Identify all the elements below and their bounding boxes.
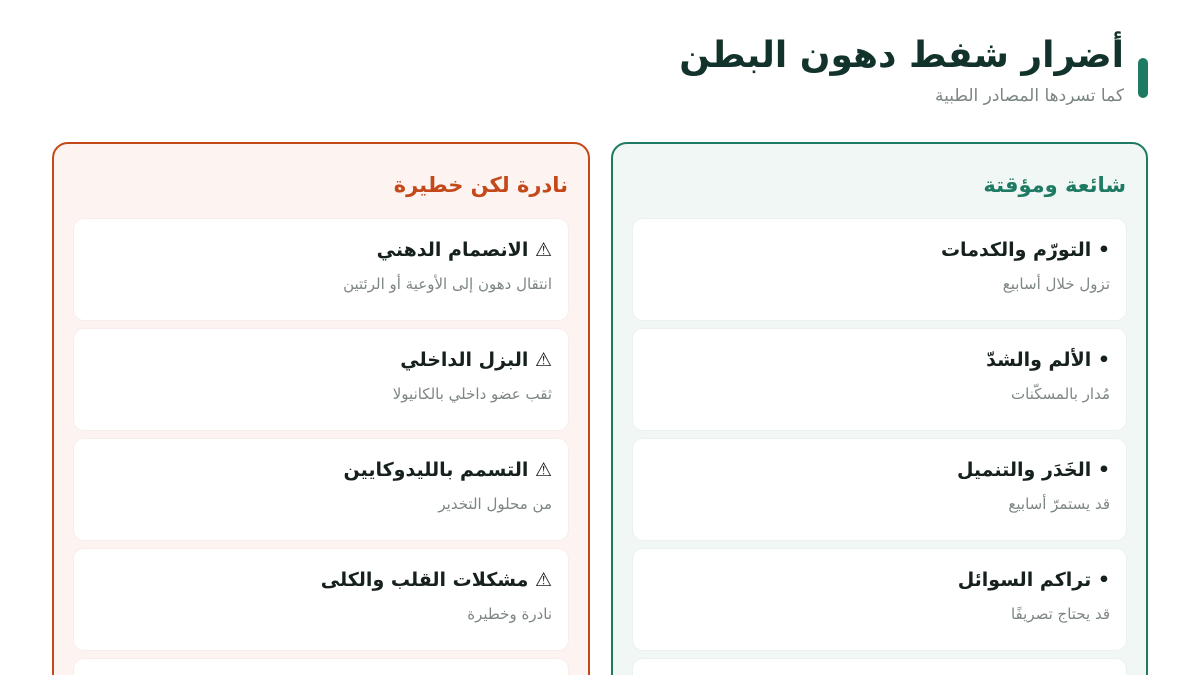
common-item-subtitle: تزول خلال أسابيع [1002, 275, 1110, 293]
common-item-subtitle: قد يحتاج تصريفًا [1010, 605, 1110, 623]
common-item-title: • الألم والشدّ [986, 349, 1110, 371]
common-item-subtitle: قد يستمرّ أسابيع [1008, 495, 1110, 513]
common-effects-panel [611, 142, 1148, 675]
rare-item-subtitle: من محلول التخدير [438, 495, 552, 513]
common-item [633, 659, 1126, 675]
rare-item-title: ⚠ مشكلات القلب والكلى [320, 569, 552, 591]
common-item-subtitle: مُدار بالمسكّنات [1011, 385, 1110, 403]
common-item-title: • التورّم والكدمات [940, 239, 1110, 261]
rare-item [74, 329, 568, 430]
common-item [633, 329, 1126, 430]
common-panel-title: شائعة ومؤقتة [983, 173, 1126, 197]
rare-effects-panel [52, 142, 590, 675]
common-item-title: • الخَدَر والتنميل [956, 459, 1110, 481]
rare-panel-title: نادرة لكن خطيرة [393, 173, 568, 197]
common-item [633, 439, 1126, 540]
title-accent-bar [1138, 58, 1148, 98]
rare-item [74, 659, 568, 675]
rare-item [74, 219, 568, 320]
page-title: أضرار شفط دهون البطن [679, 35, 1124, 76]
rare-item [74, 439, 568, 540]
rare-item-title: ⚠ البزل الداخلي [400, 349, 552, 371]
rare-item-subtitle: نادرة وخطيرة [467, 605, 552, 623]
common-item-title: • تراكم السوائل [957, 569, 1110, 591]
page-subtitle: كما تسردها المصادر الطبية [935, 86, 1124, 106]
rare-item-subtitle: ثقب عضو داخلي بالكانيولا [392, 385, 552, 403]
rare-item-title: ⚠ الانصمام الدهني [376, 239, 552, 261]
header [679, 30, 1148, 106]
common-item [633, 549, 1126, 650]
rare-item-title: ⚠ التسمم بالليدوكايين [343, 459, 552, 481]
rare-item [74, 549, 568, 650]
rare-item-subtitle: انتقال دهون إلى الأوعية أو الرئتين [343, 275, 552, 293]
common-item [633, 219, 1126, 320]
